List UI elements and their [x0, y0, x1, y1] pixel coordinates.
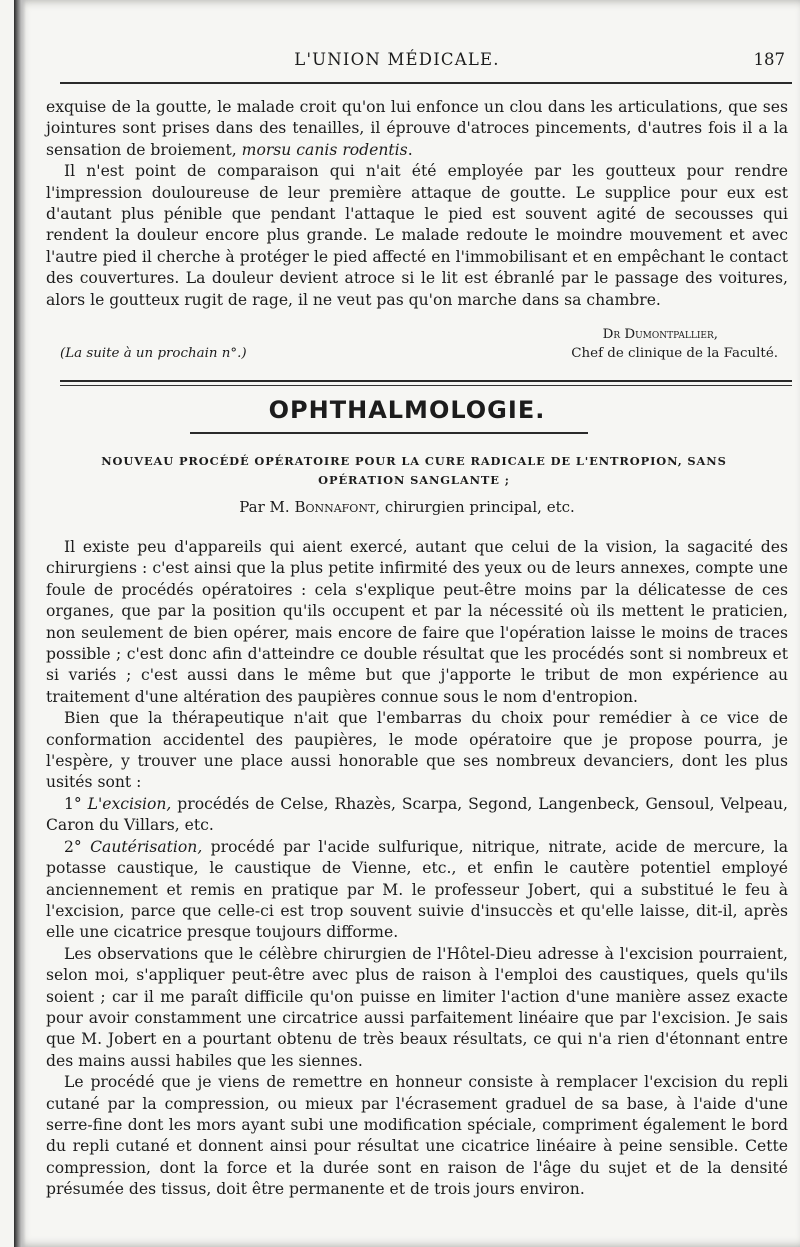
paragraph: Bien que la thérapeutique n'ait que l'embarras du choix pour remédier à ce vice de conformation accidentel des paupières, le mode opératoire que je propose pourra, je l'espère, y trouver une place aussi honorable que ses nombreux devanciers, dont les plus usités sont : [46, 709, 788, 792]
list-number: 1° [64, 794, 88, 813]
paragraph: Il existe peu d'appareils qui aient exercé, autant que celui de la vision, la sagacité des chirurgiens : c'est ainsi que la plus petite infirmité des yeux ou de leurs annexes, compte une foule de procédés opératoires : cela s'explique peut-être moins par la délicatesse de ces organes, que par la position qu'ils occupent et par la nécessité où ils mettent le praticien, non seulement de bien opérer, mais encore de faire que l'opération laisse le moins de traces possible ; c'est donc afin d'atteindre ce double résultat que les procédés sont si nombreux et si variés ; c'est aussi dans le même but que j'apporte le tribut de mon expérience au traitement d'une altération des paupières connue sous le nom d'entropion. [46, 538, 788, 706]
page-header [54, 50, 785, 76]
page-number: 187 [753, 50, 785, 69]
list-item [46, 794, 788, 837]
journal-page [14, 0, 800, 1247]
signature-title: Chef de clinique de la Faculté. [571, 346, 778, 361]
list-term: L'excision, [87, 794, 172, 813]
byline [14, 498, 800, 516]
paragraph: Le procédé que je viens de remettre en honneur consiste à remplacer l'excision du repli cutané par la compression, ou mieux par l'écrasement graduel de sa base, à l'aide d'une serre-fine dont les mors ayant subi une modification spéciale, compriment également le bord du repli cutané et donnent ainsi pour résultat une cicatrice linéaire à peine sensible. Cette compression, dont la force et la durée sont en raison de l'âge du sujet et de la densité présumée des tissus, doit être permanente et de trois jours environ. [46, 1073, 788, 1199]
continuation-note: (La suite à un prochain n°.) [60, 346, 247, 361]
list-number: 2° [64, 837, 91, 856]
paragraph: Les observations que le célèbre chirurgien de l'Hôtel-Dieu adresse à l'excision pourraient, selon moi, s'appliquer peut-être avec plus de raison à l'emploi des caustiques, quels qu'ils soient ; car il me paraît difficile qu'on puisse en limiter l'action d'une manière assez exacte pour avoir constamment une circatrice aussi parfaitement linéaire que par l'excision. Je sais que M. Jobert en a pourtant obtenu de très beaux résultats, ce qui n'a rien d'étonnant entre des mains aussi habiles que les siennes. [46, 944, 788, 1070]
article-heading: NOUVEAU PROCÉDÉ OPÉRATOIRE POUR LA CURE RADICALE DE L'ENTROPION, SANS OPÉRATION SANGLANTE ; [101, 454, 727, 487]
section-rule-top [60, 380, 792, 382]
paragraph [46, 97, 788, 161]
header-rule [60, 82, 792, 84]
previous-article-text [46, 97, 788, 311]
running-title: L'UNION MÉDICALE. [294, 50, 500, 69]
section-title-underline [190, 432, 588, 434]
latin-phrase: morsu canis rodentis [241, 140, 408, 159]
text-run: procédés de Celse, Rhazès, Scarpa, Segond, Langenbeck, Gensoul, Velpeau, Caron du Villars, etc. [46, 794, 788, 835]
author-name: Bonnafont [294, 498, 376, 516]
section-title: OPHTHALMOLOGIE. [268, 396, 546, 424]
list-item [46, 837, 788, 944]
paragraph: Il n'est point de comparaison qui n'ait été employée par les goutteux pour rendre l'impression douloureuse de leur première attaque de goutte. Le supplice pour eux est d'autant plus pénible que pendant l'attaque le pied est souvent agité de secousses qui rendent la douleur encore plus grande. Le malade redoute le moindre mouvement et avec l'autre pied il cherche à protéger le pied affecté en l'immobilisant et en empêchant le contact des couvertures. La douleur devient atroce si le lit est ébranlé par le passage des voitures, alors le goutteux rugit de rage, il ne veut pas qu'on marche dans sa chambre. [46, 162, 788, 309]
section-rule-top-thin [60, 385, 792, 386]
text-run: exquise de la goutte, le malade croit qu'on lui enfonce un clou dans les articulations, que ses jointures sont prises dans des tenailles, il éprouve d'atroces pincements, d'autres fois il a la sensation de broiement, [46, 98, 788, 159]
list-term: Cautérisation, [90, 837, 203, 856]
byline-suffix: , chirurgien principal, etc. [375, 498, 575, 516]
byline-prefix: Par M. [239, 498, 290, 516]
text-run: procédé par l'acide sulfurique, nitrique, nitrate, acide de mercure, la potasse caustique, le caustique de Vienne, etc., et enfin le cautère potentiel employé anciennement et remis en pratique par M. le professeur Jobert, qui a substitué le feu à l'excision, parce que celle-ci est trop souvent suivie d'insuccès et qu'elle laisse, dit-il, après elle une cicatrice presque toujours difforme. [46, 837, 788, 942]
text-run: . [407, 140, 413, 159]
signature-name: Dr Dumontpallier, [602, 327, 718, 342]
article-text [46, 537, 788, 1201]
